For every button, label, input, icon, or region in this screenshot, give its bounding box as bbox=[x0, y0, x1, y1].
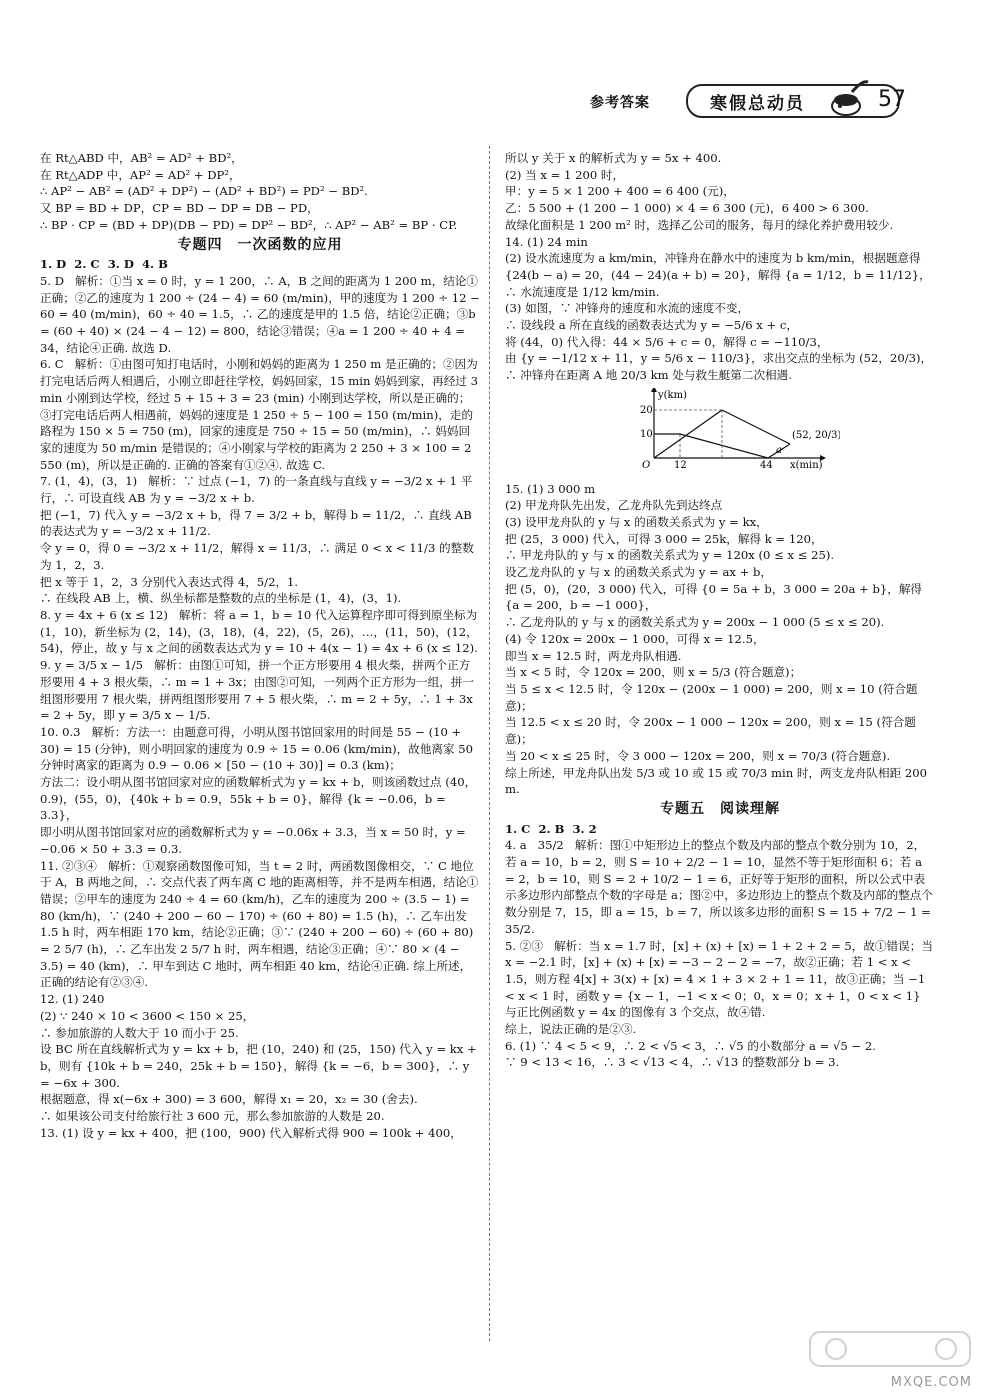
answer-paragraph: ∵ 9 < 13 < 16，∴ 3 < √13 < 4，∴ √13 的整数部分 b = 3. bbox=[505, 1055, 840, 1070]
answer-paragraph: 5. D 解析：①当 x = 0 时，y = 1 200，∴ A，B 之间的距离为 1 200 m，结论①正确；②乙的速度为 1 200 ÷ (24 − 4) = 60 (m/min)，甲的速度为 1 200 ÷ 12 − 60 = 40 (m/min)，60 ÷ 40 = 1.5，∴ 乙的速度是甲的 1.5 倍，结论②正确；③b = (60 + 40) × (24 − 4 − 12) = 800，结论③错误；④a = 1 200 ÷ 40 + 4 = 34，结论④正确. 故选 D. bbox=[40, 273, 484, 355]
y-axis-label: y(km) bbox=[658, 389, 687, 401]
text-line: 在 Rt△ADP 中，AP² = AD² + DP²， bbox=[40, 167, 241, 182]
answer-paragraph: 7. (1，4)，(3，1) 解析：∵ 过点 (−1，7) 的一条直线与直线 y = −3/2 x + 1 平行，∴ 可设直线 AB 为 y = −3/2 x + b. bbox=[40, 474, 473, 506]
answer-paragraph: 12. (1) 240 bbox=[40, 992, 105, 1007]
answer-paragraph: 10. 0.3 解析：方法一：由题意可得，小明从图书馆回家用的时间是 55 − (10 + 30) = 15 (分钟)，则小明回家的速度为 0.9 ÷ 15 = 0.06 (km/min)，故他离家 50 分钟时离家的距离为 0.9 − 0.06 × [50 − (10 + 30)] = 0.3 (km)； bbox=[40, 724, 477, 773]
text-line: ∴ 设线段 a 所在直线的函数表达式为 y = −5/6 x + c， bbox=[505, 318, 798, 333]
series-segment bbox=[722, 410, 790, 444]
text-line: (2) 当 x = 1 200 时， bbox=[505, 167, 625, 182]
text-line: 故绿化面积是 1 200 m² 时，选择乙公司的服务，每月的绿化养护费用较少. bbox=[505, 217, 894, 232]
text-line: 当 5 ≤ x < 12.5 时，令 120x − (200x − 1 000) = 200，则 x = 10 (符合题意)； bbox=[505, 681, 918, 713]
page-number: 57 bbox=[878, 87, 906, 112]
line-a-label: a bbox=[776, 444, 782, 456]
answer-paragraph: 令 y = 0，得 0 = −3/2 x + 11/2，解得 x = 11/3，∴ 满足 0 < x < 11/3 的整数为 1，2，3. bbox=[40, 541, 474, 572]
text-line: 把 (25，3 000) 代入，可得 3 000 = 25k，解得 k = 120， bbox=[505, 531, 823, 546]
answer-paragraph: 方法二：设小明从图书馆回家对应的函数解析式为 y = kx + b，则该函数过点 (40，0.9)，(55，0)，{40k + b = 0.9，55k + b = 0}，解得 {k = −0.06，b = 3.3}， bbox=[40, 775, 477, 823]
text-line: {24(b − a) = 20，(44 − 24)(a + b) = 20}，解得 {a = 1/12，b = 11/12}，∴ 水流速度是 1/12 km/min. bbox=[505, 267, 931, 299]
text-line: 将 (44，0) 代入得：44 × 5/6 + c = 0，解得 c = −110/3， bbox=[505, 334, 829, 349]
tick-label-y: 20 bbox=[640, 404, 653, 416]
text-line: 即当 x = 12.5 时，两龙舟队相遇. bbox=[505, 648, 682, 663]
text-line: 当 x < 5 时，令 120x = 200，则 x = 5/3 (符合题意)； bbox=[505, 665, 802, 680]
answer-paragraph: 4. a 35/2 解析：图①中矩形边上的整点个数及内部的整点个数分别为 10，2，若 a = 10，b = 2，则 S = 10 + 2/2 − 1 = 10，显然不等于矩形面积 6；若 a = 2，b = 10，则 S = 2 + 10/2 − 1 = 6，正好等于矩形的面积，所以公式中表示多边形内部整点个数的字母是 a；图②中，多边形边上的整点个数及内部的整点个数分别是 7，15，即 a = 15，b = 7，所以该多边形的面积 S = 15 + 7/2 − 1 = 35/2. bbox=[505, 838, 935, 936]
header-title: 寒假总动员 bbox=[710, 94, 805, 114]
answer-paragraph: 5. ②③ 解析：当 x = 1.7 时，[x] + (x) + [x) = 1 + 2 + 2 = 5，故①错误；当 x = −2.1 时，[x] + (x) + [x) = −3 − 2 − 2 = −7，故②正确；若 1 < x < 1.5，则方程 4[x] + 3(x) + [x) = 4 × 1 + 3 × 2 + 1 = 11，故③正确；当 −1 < x < 1 时，函数 y = {x − 1，−1 < x < 0；0，x = 0；x + 1，0 < x < 1} 与正比例函数 y = 4x 的图像有 3 个交点，故④错. bbox=[505, 938, 937, 1020]
text-line: 又 BP = BD + DP，CP = BD − DP = DB − PD， bbox=[40, 201, 319, 216]
page-header bbox=[590, 84, 920, 118]
text-line: (3) 设甲龙舟队的 y 与 x 的函数关系式为 y = kx， bbox=[505, 514, 768, 529]
x-axis-label: x(min) bbox=[790, 459, 823, 470]
text-line: 在 Rt△ABD 中，AB² = AD² + BD²， bbox=[40, 151, 243, 165]
text-line: (4) 令 120x = 200x − 1 000，可得 x = 12.5， bbox=[505, 631, 765, 646]
right-column bbox=[505, 150, 935, 1071]
text-line: 由 {y = −1/12 x + 11，y = 5/6 x − 110/3}，求出交点的坐标为 (52，20/3)， bbox=[505, 351, 933, 366]
answer-paragraph: 即小明从图书馆回家对应的函数解析式为 y = −0.06x + 3.3，当 x = 50 时，y = −0.06 × 50 + 3.3 = 0.3. bbox=[40, 825, 470, 856]
answer-paragraph: 根据题意，得 x(−6x + 300) = 3 600，解得 x₁ = 20，x₂ = 30 (舍去). bbox=[40, 1092, 418, 1107]
answer-paragraph: 11. ②③④ 解析：①观察函数图像可知，当 t = 2 时，两函数图像相交，∵ C 地位于 A，B 两地之间，∴ 交点代表了两车离 C 地的距离相等，并不是两车相遇，结论①错误；②甲车的速度为 240 ÷ 4 = 60 (km/h)，乙车的速度为 200 ÷ (3.5 − 1) = 80 (km/h)，∵ (240 + 200 − 60 − 170) ÷ (60 + 80) = 1.5 (h)，∴ 乙车出发 1.5 h 时，两车相距 170 km，结论②正确；③∵ (240 + 200 − 60) ÷ (60 + 80) = 2 5/7 (h)，∴ 乙车出发 2 5/7 h 时，两车相遇，结论③正确；④∵ 80 × (4 − 3.5) = 40 (km)，∴ 甲车到达 C 地时，两车相距 40 km，结论④正确. 综上所述，正确的结论有②③④. bbox=[40, 858, 479, 990]
answer-paragraph: 6. (1) ∵ 4 < 5 < 9，∴ 2 < √5 < 3，∴ √5 的小数部分 a = √5 − 2. bbox=[505, 1038, 876, 1053]
column-divider bbox=[489, 146, 490, 1341]
text-line: ∴ 乙龙舟队的 y 与 x 的函数关系式为 y = 200x − 1 000 (5 ≤ x ≤ 20). bbox=[505, 615, 885, 630]
text-line: ∴ AP² − AB² = (AD² + DP²) − (AD² + BD²) = PD² − BD². bbox=[40, 184, 368, 199]
text-line: 甲：y = 5 × 1 200 + 400 = 6 400 (元)， bbox=[505, 184, 735, 199]
text-line: 14. (1) 24 min bbox=[505, 234, 588, 249]
answer-paragraph: 综上，说法正确的是②③. bbox=[505, 1022, 637, 1037]
text-line: 设乙龙舟队的 y 与 x 的函数关系式为 y = ax + b， bbox=[505, 565, 773, 580]
text-line: ∴ 甲龙舟队的 y 与 x 的函数关系式为 y = 120x (0 ≤ x ≤ 25). bbox=[505, 548, 835, 563]
origin-label: O bbox=[642, 459, 651, 470]
answer-line: 1. D 2. C 3. D 4. B bbox=[40, 257, 168, 272]
distance-time-graph bbox=[640, 388, 840, 470]
y-axis-arrow bbox=[651, 388, 657, 392]
text-line: 当 12.5 < x ≤ 20 时，令 200x − 1 000 − 120x = 200，则 x = 15 (符合题意)； bbox=[505, 715, 916, 747]
tick-label-y: 10 bbox=[640, 428, 653, 440]
answer-paragraph: 13. (1) 设 y = kx + 400，把 (100，900) 代入解析式得 900 = 100k + 400， bbox=[40, 1125, 462, 1140]
text-line: (2) 甲龙舟队先出发，乙龙舟队先到达终点 bbox=[505, 498, 723, 513]
answer-paragraph: 设 BC 所在直线解析式为 y = kx + b，把 (10，240) 和 (25，150) 代入 y = kx + b，则有 {10k + b = 240，25k + b = 150}，解得 {k = −6，b = 300}，∴ y = −6x + 300. bbox=[40, 1042, 481, 1090]
text-line: (2) 设水流速度为 a km/min，冲锋舟在静水中的速度为 b km/min，根据题意得 bbox=[505, 251, 921, 266]
text-line: 当 20 < x ≤ 25 时，令 3 000 − 120x = 200，则 x = 70/3 (符合题意). bbox=[505, 748, 891, 763]
answer-paragraph: ∴ 参加旅游的人数大于 10 而小于 25. bbox=[40, 1025, 239, 1040]
answer-paragraph: 把 x 等于 1，2，3 分别代入表达式得 4，5/2，1. bbox=[40, 574, 299, 589]
header-label: 参考答案 bbox=[590, 95, 650, 111]
tick-label-x: 12 bbox=[674, 459, 687, 470]
tick-label-x: 44 bbox=[760, 459, 773, 470]
answer-paragraph: (2) ∵ 240 × 10 < 3600 < 150 × 25， bbox=[40, 1008, 255, 1023]
text-line: 把 (5，0)，(20，3 000) 代入，可得 {0 = 5a + b，3 000 = 20a + b}，解得 {a = 200，b = −1 000}， bbox=[505, 581, 926, 613]
text-line: (3) 如图，∵ 冲锋舟的速度和水流的速度不变， bbox=[505, 301, 750, 316]
section-title-four: 专题四 一次函数的应用 bbox=[177, 236, 343, 253]
answer-paragraph: 把 (−1，7) 代入 y = −3/2 x + b，得 7 = 3/2 + b，解得 b = 11/2，∴ 直线 AB 的表达式为 y = −3/2 x + 11/2. bbox=[40, 507, 476, 539]
section-title-five: 专题五 阅读理解 bbox=[660, 800, 780, 817]
text-line: ∴ 冲锋舟在距离 A 地 20/3 km 处与救生艇第二次相遇. bbox=[505, 368, 792, 383]
text-line: 所以 y 关于 x 的解析式为 y = 5x + 400. bbox=[505, 151, 722, 165]
left-column bbox=[40, 150, 484, 1141]
answer-paragraph: 8. y = 4x + 6 (x ≤ 12) 解析：将 a = 1，b = 10 代入运算程序即可得到原坐标为 (1，10)，新坐标为 (2，14)，(3，18)，(4，22)，(5，26)，…，(11，50)，(12，54)，停止，故 y 与 x 之间的函数表达式为 y = 10 + 4(x − 1) = 4x + 6 (x ≤ 12). bbox=[40, 607, 481, 656]
text-line: 综上所述，甲龙舟队出发 5/3 或 10 或 15 或 70/3 min 时，两支龙舟队相距 200 m. bbox=[505, 765, 931, 797]
answer-paragraph: 9. y = 3/5 x − 1/5 解析：由图①可知，拼一个正方形要用 4 根火柴，拼两个正方形要用 4 + 3 根火柴，∴ m = 1 + 3x；由图②可知，一列两个正方形为一组，拼一组图形要用 7 根火柴，拼两组图形要用 7 + 5 根火柴，∴ m = 2 + 5y，∴ 1 + 3x = 2 + 5y，即 y = 3/5 x − 1/5. bbox=[40, 658, 477, 723]
answer-paragraph: ∴ 在线段 AB 上，横、纵坐标都是整数的点的坐标是 (1，4)，(3，1). bbox=[40, 591, 402, 606]
intersection-label: (52, 20/3) bbox=[792, 429, 840, 441]
answer-paragraph: ∴ 如果该公司支付给旅行社 3 600 元，那么参加旅游的人数是 20. bbox=[40, 1109, 385, 1124]
answer-line: 1. C 2. B 3. 2 bbox=[505, 821, 597, 836]
answer-paragraph: 6. C 解析：①由图可知打电话时，小刚和妈妈的距离为 1 250 m 是正确的；②因为打完电话后两人相遇后，小刚立即赶往学校，妈妈回家，15 min 妈妈到家，再经过 3 min 小刚到达学校，经过 5 + 15 + 3 = 23 (min) 小刚到达学校，所以是正确的；③打完电话后两人相遇前，妈妈的速度是 1 250 ÷ 5 − 100 = 150 (m/min)，走的路程为 150 × 5 = 750 (m)，回家的速度是 750 ÷ 15 = 50 (m/min)，∴ 妈妈回家的速度为 50 m/min 是错误的；④小刚家与学校的距离为 2 250 + 3 × 100 = 2 550 (m)，所以是正确的. 正确的答案有①②④. 故选 C. bbox=[40, 357, 482, 472]
text-line: 15. (1) 3 000 m bbox=[505, 481, 596, 496]
text-line: 乙：5 500 + (1 200 − 1 000) × 4 = 6 300 (元)，6 400 > 6 300. bbox=[505, 201, 869, 216]
text-line: ∴ BP · CP = (BD + DP)(DB − PD) = DP² − BD²，∴ AP² − AB² = BP · CP. bbox=[40, 217, 458, 232]
watermark-text: MXQE.COM bbox=[890, 1375, 972, 1390]
mascot-icon bbox=[826, 78, 870, 118]
series-segment bbox=[680, 434, 768, 458]
